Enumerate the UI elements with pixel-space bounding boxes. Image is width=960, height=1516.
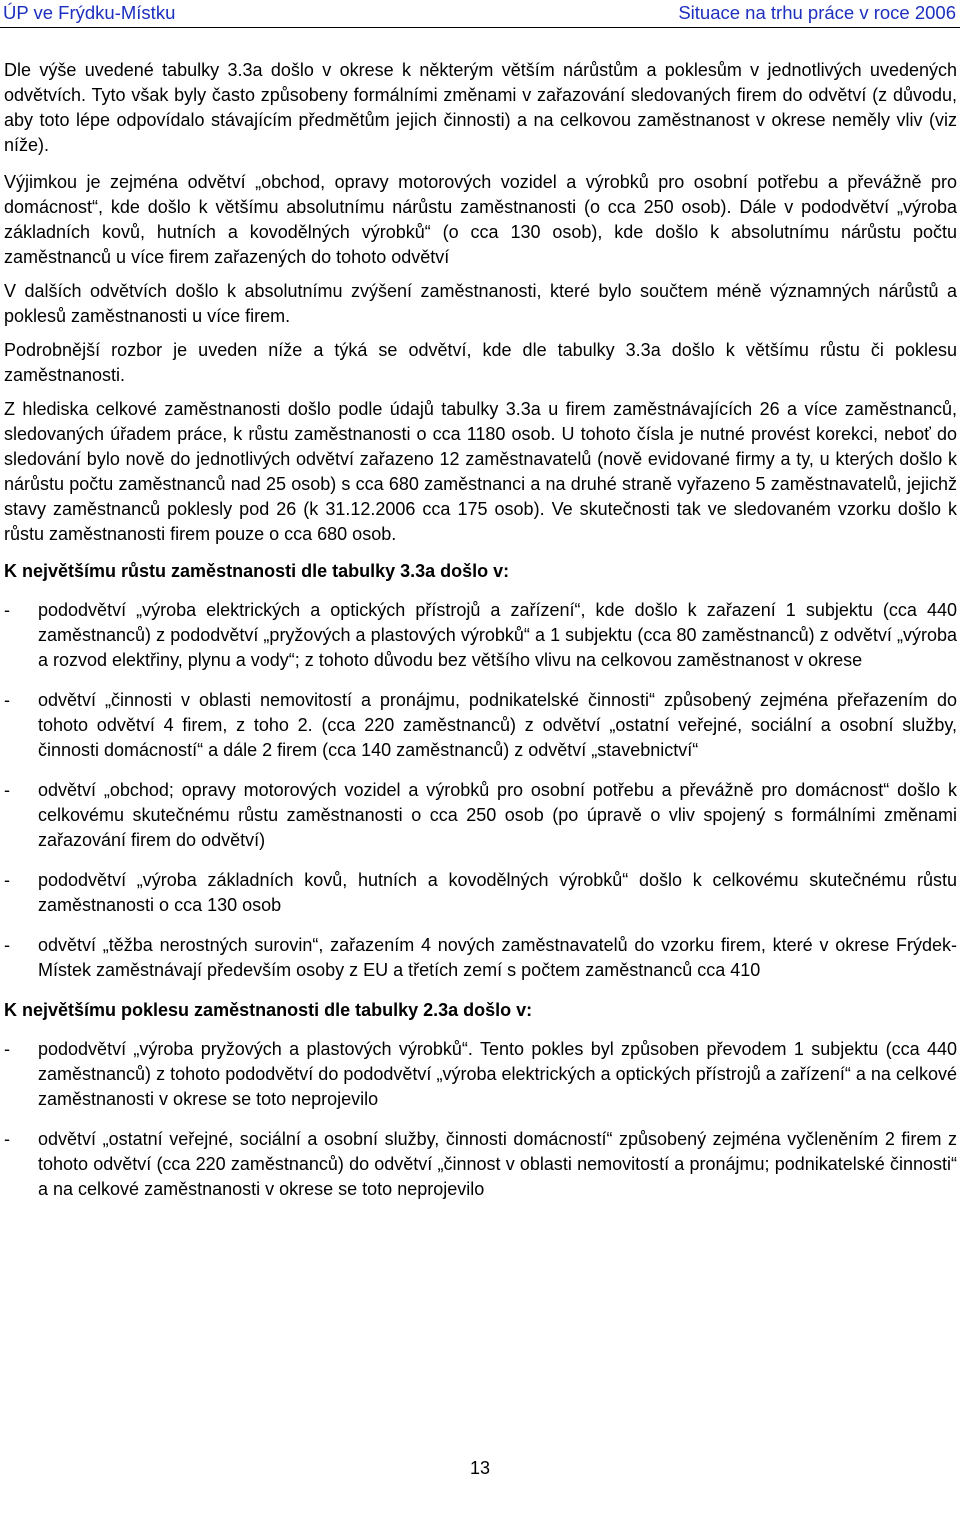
list-item (4, 598, 957, 673)
paragraph-exception: Výjimkou je zejména odvětví „obchod, opravy motorových vozidel a výrobků pro osobní potřebu a převážně pro domácnost“, kde došlo k většímu absolutnímu nárůstu zaměstnanosti (o cca 250 osob). Dále v pododvětví „výroba základních kovů, hutních a kovodělných výrobků“ (o cca 130 osob), kde došlo k absolutnímu nárůstu počtu zaměstnanců u více firem zařazených do tohoto odvětví (4, 172, 957, 267)
paragraph-other-sectors: V dalších odvětvích došlo k absolutnímu zvýšení zaměstnanosti, které bylo součtem méně významných nárůstů a poklesů zaměstnanosti u více firem. (4, 281, 957, 326)
list-item-text: odvětví „činnosti v oblasti nemovitostí a pronájmu, podnikatelské činnosti“ způsobený zejména přeřazením do tohoto odvětví 4 firem, z toho 2. (cca 220 zaměstnanců) z odvětví „ostatní veřejné, sociální a osobní služby, činnosti domácností“ a dále 2 firem (cca 140 zaměstnanců) z odvětví „stavebnictví“ (38, 690, 957, 760)
paragraph-intro: Dle výše uvedené tabulky 3.3a došlo v okrese k některým větším nárůstům a poklesům v jednotlivých uvedených odvětvích. Tyto však byly často způsobeny formálními změnami v zařazování sledovaných firem do odvětví (z důvodu, aby toto lépe odpovídalo stávajícím předmětům jejich činnosti) a na celkovou zaměstnanost v okrese neměly vliv (viz níže). (4, 60, 957, 155)
list-item-text: odvětví „obchod; opravy motorových vozidel a výrobků pro osobní potřebu a převážně pro domácnost“ došlo k celkovému skutečnému růstu zaměstnanosti o cca 250 osob (po úpravě o vliv spojený s formálními změnami zařazování firem do odvětví) (38, 780, 957, 850)
header-right-title: Situace na trhu práce v roce 2006 (678, 2, 956, 23)
dash-bullet: - (4, 690, 10, 710)
list-item (4, 778, 957, 853)
header-left-title: ÚP ve Frýdku-Místku (3, 2, 176, 23)
list-item-text: pododvětví „výroba elektrických a optických přístrojů a zařízení“, kde došlo k zařazení 1 subjektu (cca 440 zaměstnanců) z pododvětví „pryžových a plastových výrobků“ a 1 subjektu (cca 80 zaměstnanců) z odvětví „výroba a rozvod elektřiny, plynu a vody“; z tohoto důvodu bez většího vlivu na celkovou zaměstnanost v okrese (38, 600, 957, 670)
list-item (4, 688, 957, 763)
list-item-text: pododvětví „výroba pryžových a plastových výrobků“. Tento pokles byl způsoben převodem 1 subjektu (cca 440 zaměstnanců) z tohoto pododvětví do pododvětví „výroba elektrických a optických přístrojů a zařízení“ a na celkové zaměstnanosti v okrese se toto neprojevilo (38, 1039, 957, 1109)
dash-bullet: - (4, 1129, 10, 1149)
dash-bullet: - (4, 870, 10, 890)
paragraph-total-employment: Z hlediska celkové zaměstnanosti došlo podle údajů tabulky 3.3a u firem zaměstnávajících 26 a více zaměstnanců, sledovaných úřadem práce, k růstu zaměstnanosti o cca 1180 osob. U tohoto čísla je nutné provést korekci, neboť do sledování bylo nově do jednotlivých odvětví zařazeno 12 zaměstnavatelů (nově evidované firmy a ty, u kterých došlo k nárůstu počtu zaměstnanců nad 25 osob) s cca 680 zaměstnanci a na druhé straně vyřazeno 5 zaměstnavatelů, jejichž stavy zaměstnanců poklesly pod 26 (k 31.12.2006 cca 175 osob). Ve skutečnosti tak ve sledovaném vzorku došlo k růstu zaměstnanosti firem pouze o cca 680 osob. (4, 399, 957, 544)
list-item-text: odvětví „ostatní veřejné, sociální a osobní služby, činnosti domácností“ způsobený zejména vyčleněním 2 firem z tohoto odvětví (cca 220 zaměstnanců) do odvětví „činnost v oblasti nemovitostí a pronájmu; podnikatelské činnosti“ a na celkové zaměstnanosti v okrese se toto neprojevilo (38, 1129, 957, 1199)
decline-heading: K největšímu poklesu zaměstnanosti dle tabulky 2.3a došlo v: (4, 1000, 533, 1020)
paragraph-detail-note: Podrobnější rozbor je uveden níže a týká se odvětví, kde dle tabulky 3.3a došlo k většímu růstu či poklesu zaměstnanosti. (4, 340, 957, 385)
dash-bullet: - (4, 780, 10, 800)
page-header (0, 0, 960, 28)
growth-heading: K největšímu růstu zaměstnanosti dle tabulky 3.3a došlo v: (4, 561, 510, 581)
list-item (4, 1127, 957, 1202)
dash-bullet: - (4, 1039, 10, 1059)
page-number: 13 (469, 1458, 491, 1478)
list-item-text: pododvětví „výroba základních kovů, hutních a kovodělných výrobků“ došlo k celkovému skutečnému růstu zaměstnanosti o cca 130 osob (38, 870, 957, 915)
list-item (4, 868, 957, 918)
document-body (4, 58, 957, 1217)
growth-list (4, 598, 957, 983)
list-item (4, 933, 957, 983)
decline-list (4, 1037, 957, 1202)
list-item-text: odvětví „těžba nerostných surovin“, zařazením 4 nových zaměstnavatelů do vzorku firem, které v okrese Frýdek-Místek zaměstnávají především osoby z EU a třetích zemí s počtem zaměstnanců cca 410 (38, 935, 957, 980)
dash-bullet: - (4, 600, 10, 620)
dash-bullet: - (4, 935, 10, 955)
list-item (4, 1037, 957, 1112)
